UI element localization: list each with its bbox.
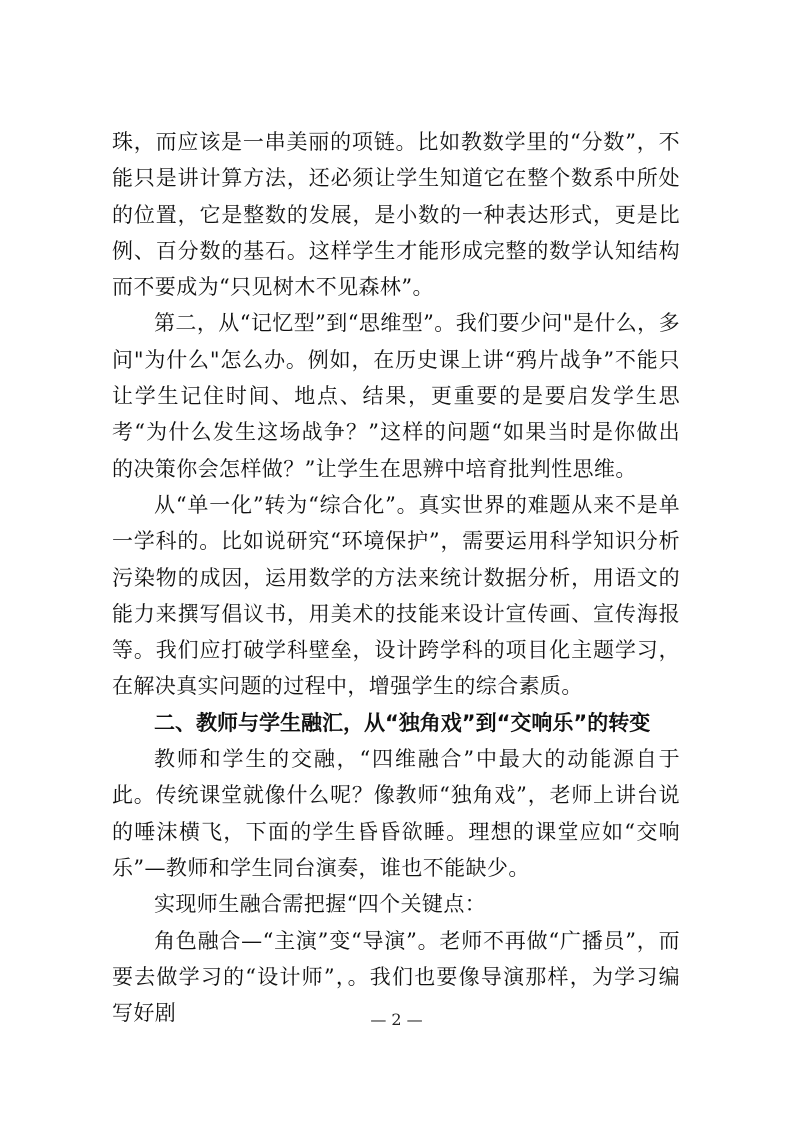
paragraph-single-to-integrated: 从“单一化”转为“综合化”。真实世界的难题从来不是单一学科的。比如说研究“环境保护”，需要运用科学知识分析污染物的成因，运用数学的方法来统计数据分析，用语文的能力来撰写倡议书，用美术的技能来设计宣传画、宣传海报等。我们应打破学科壁垒，设计跨学科的项目化主题学习，在解决真实问题的过程中，增强学生的综合素质。 [112,492,680,699]
paragraph-math-fractions: 珠，而应该是一串美丽的项链。比如教数学里的“分数”，不能只是讲计算方法，还必须让学生知道它在整个数系中所处的位置，它是整数的发展，是小数的一种表达形式，更是比例、百分数的基石。这样学生才能形成完整的数学认知结构而不要成为“只见树木不见森林”。 [112,130,680,300]
section-heading: 二、教师与学生融汇，从“独角戏”到“交响乐”的转变 [154,710,651,735]
paragraph-role-fusion: 角色融合—“主演”变“导演”。老师不再做“广播员”，而要去做学习的“设计师”，。我们也要像导演那样，为学习编写好剧 [112,928,680,1026]
page-number: — 2 — [370,1010,423,1029]
paragraph-memory-to-thinking: 第二，从“记忆型”到“思维型”。我们要少问"是什么，多问"为什么"怎么办。例如，在历史课上讲“鸦片战争”不能只让学生记住时间、地点、结果，更重要的是要启发学生思考“为什么发生这场战争？”这样的问题“如果当时是你做出的决策你会怎样做？”让学生在思辨中培育批判性思维。 [112,311,680,481]
document-body [112,124,680,1031]
paragraph-four-key-points: 实现师生融合需把握“四个关键点： [154,892,487,917]
paragraph-teacher-student-fusion: 教师和学生的交融，“四维融合”中最大的动能源自于此。传统课堂就像什么呢？像教师“独角戏”，老师上讲台说的唾沫横飞，下面的学生昏昏欲睡。理想的课堂应如“交响乐”—教师和学生同台演奏，谁也不能缺少。 [112,747,680,880]
